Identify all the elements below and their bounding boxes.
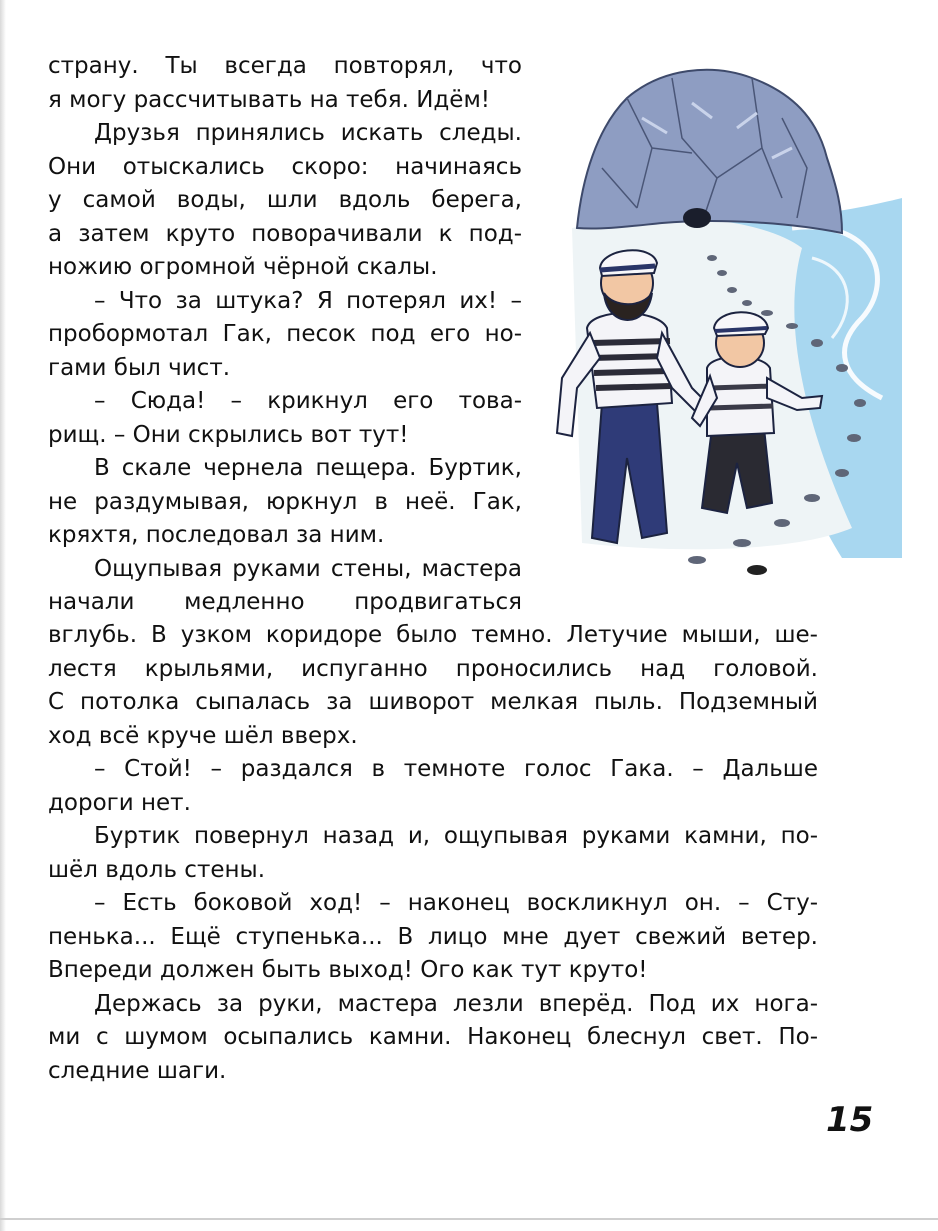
story-text-top (48, 50, 522, 620)
text-line: ход всё круче шёл вверх. (48, 722, 358, 749)
text-line: Друзья принялись искать следы. (94, 120, 522, 146)
text-line: Они отыскались скоро: начинаясь (48, 153, 522, 180)
text-line: не раздумывая, юркнул в неё. Гак, (48, 488, 522, 515)
text-line: С потолка сыпалась за шиворот мелкая пыль. Подземный (48, 689, 818, 715)
text-line: ми с шумом осыпались камни. Наконец блеснул свет. По- (48, 1024, 818, 1050)
text-line: – Стой! – раздался в темноте голос Гака. – Дальше (94, 756, 818, 782)
text-line: дороги нет. (48, 789, 191, 816)
text-line: рищ. – Они скрылись вот тут! (48, 421, 409, 448)
text-line: В скале чернела пещера. Буртик, (94, 455, 522, 481)
text-line: Держась за руки, мастера лезли вперёд. Под их нога- (94, 990, 818, 1017)
text-line: начали медленно продвигаться (48, 589, 522, 615)
page-bottom-rule (0, 1218, 938, 1220)
text-line: следние шаги. (48, 1057, 227, 1084)
text-line: вглубь. В узком коридоре было темно. Летучие мыши, ше- (48, 622, 818, 648)
text-line: кряхтя, последовал за ним. (48, 522, 385, 548)
story-text-bottom (48, 619, 818, 1088)
text-line: я могу рассчитывать на тебя. Идём! (48, 86, 491, 113)
text-line: шёл вдоль стены. (48, 856, 266, 883)
page-shadow-edge (0, 0, 6, 1231)
page-number: 15 (826, 1100, 874, 1140)
text-line: – Есть боковой ход! – наконец воскликнул он. – Сту- (94, 890, 818, 916)
text-line: Буртик повернул назад и, ощупывая руками камни, по- (94, 823, 818, 849)
text-line: лестя крыльями, испуганно проносились над головой. (48, 655, 818, 682)
cave-entrance (683, 208, 711, 228)
text-line: пробормотал Гак, песок под его но- (48, 321, 522, 347)
text-line: гами был чист. (48, 354, 231, 381)
cliff (577, 70, 842, 233)
text-line: ножию огромной чёрной скалы. (48, 254, 438, 280)
text-line: а затем круто поворачивали к под- (48, 220, 522, 247)
text-line: – Что за штука? Я потерял их! – (94, 287, 522, 314)
text-line: страну. Ты всегда повторял, что (48, 53, 522, 79)
text-line: пенька... Ещё ступенька... В лицо мне дует свежий ветер. (48, 923, 818, 950)
text-line: Впереди должен быть выход! Ого как тут круто! (48, 957, 648, 983)
text-line: Ощупывая руками стены, мастера (94, 555, 522, 582)
text-line: – Сюда! – крикнул его това- (94, 388, 522, 414)
cave-sailors-illustration (542, 58, 902, 588)
text-line: у самой воды, шли вдоль берега, (48, 187, 522, 213)
